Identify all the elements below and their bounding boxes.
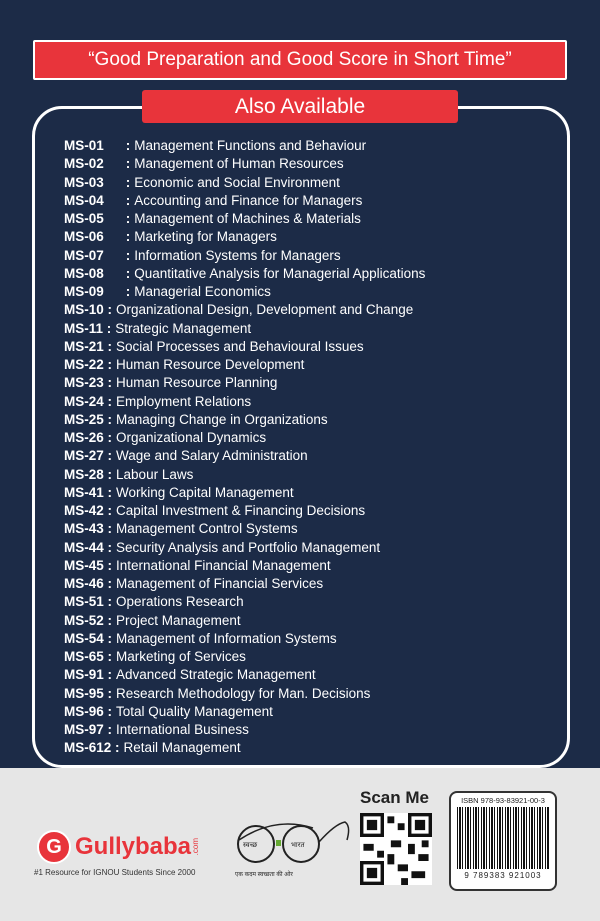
list-item bbox=[64, 466, 425, 484]
course-code: MS-11 bbox=[64, 320, 104, 336]
course-code: MS-41 bbox=[64, 484, 104, 500]
separator: : bbox=[107, 484, 113, 500]
list-item bbox=[64, 666, 425, 684]
list-item bbox=[64, 247, 425, 265]
separator: : bbox=[107, 503, 113, 518]
course-title: Working Capital Management bbox=[116, 484, 294, 500]
list-item bbox=[64, 721, 425, 739]
course-code: MS-02 bbox=[64, 156, 104, 172]
course-title: Project Management bbox=[116, 612, 241, 628]
separator: : bbox=[125, 156, 131, 172]
separator: : bbox=[125, 174, 131, 190]
course-code: MS-612 bbox=[64, 740, 112, 756]
separator: : bbox=[115, 740, 120, 756]
course-title: Research Methodology for Man. Decisions bbox=[116, 685, 371, 701]
list-item bbox=[64, 739, 425, 757]
course-title: International Financial Management bbox=[116, 557, 331, 573]
list-item bbox=[64, 484, 425, 502]
course-code: MS-07 bbox=[64, 247, 104, 263]
course-title: Management Functions and Behaviour bbox=[134, 138, 367, 153]
course-code: MS-52 bbox=[64, 612, 104, 628]
course-code: MS-01 bbox=[64, 138, 104, 153]
course-title: Strategic Management bbox=[115, 320, 252, 336]
course-code: MS-27 bbox=[64, 448, 104, 464]
separator: : bbox=[107, 722, 113, 737]
isbn-barcode bbox=[449, 791, 557, 891]
list-item bbox=[64, 575, 425, 593]
course-title: Retail Management bbox=[123, 740, 241, 756]
separator: : bbox=[107, 430, 113, 445]
list-item bbox=[64, 557, 425, 575]
brand-suffix: .com bbox=[191, 838, 201, 856]
list-item bbox=[64, 539, 425, 557]
course-title: Marketing for Managers bbox=[134, 229, 277, 245]
swachh-left-word: स्वच्छ bbox=[243, 842, 258, 849]
barcode-icon bbox=[457, 807, 549, 869]
course-title: Management of Information Systems bbox=[116, 630, 337, 646]
course-code: MS-65 bbox=[64, 649, 104, 664]
course-title: Total Quality Management bbox=[116, 703, 273, 719]
list-item bbox=[64, 283, 425, 301]
course-title: Human Resource Development bbox=[116, 357, 305, 372]
separator: : bbox=[107, 557, 113, 573]
course-code: MS-24 bbox=[64, 393, 104, 409]
separator: : bbox=[125, 211, 131, 226]
footer bbox=[0, 768, 600, 921]
separator: : bbox=[125, 247, 131, 263]
list-item bbox=[64, 630, 425, 648]
tagline: #1 Resource for IGNOU Students Since 2000 bbox=[34, 868, 196, 877]
course-title: Management Control Systems bbox=[116, 521, 298, 537]
course-title: Marketing of Services bbox=[116, 649, 246, 664]
course-code: MS-21 bbox=[64, 338, 104, 354]
list-item bbox=[64, 155, 425, 173]
separator: : bbox=[107, 411, 113, 427]
course-code: MS-95 bbox=[64, 685, 104, 701]
course-code: MS-05 bbox=[64, 211, 104, 226]
separator: : bbox=[107, 357, 113, 372]
course-code: MS-54 bbox=[64, 630, 104, 646]
course-code: MS-10 bbox=[64, 302, 104, 318]
course-code: MS-06 bbox=[64, 229, 104, 245]
course-title: Wage and Salary Administration bbox=[116, 448, 308, 464]
separator: : bbox=[107, 703, 113, 719]
isbn-label: ISBN 978-93-83921-00-3 bbox=[461, 796, 545, 805]
course-code: MS-09 bbox=[64, 284, 104, 299]
list-item bbox=[64, 192, 425, 210]
slogan-banner: “Good Preparation and Good Score in Short Time” bbox=[33, 40, 567, 80]
separator: : bbox=[125, 229, 131, 245]
list-item bbox=[64, 374, 425, 392]
course-code: MS-44 bbox=[64, 539, 104, 555]
swachh-caption: एक कदम स्वच्छता की ओर bbox=[235, 872, 293, 878]
course-code: MS-42 bbox=[64, 503, 104, 518]
list-item bbox=[64, 174, 425, 192]
brand-name: Gullybaba bbox=[75, 833, 192, 860]
separator: : bbox=[106, 320, 112, 336]
list-item bbox=[64, 429, 425, 447]
course-code: MS-25 bbox=[64, 411, 104, 427]
also-available-heading: Also Available bbox=[142, 90, 458, 123]
list-item bbox=[64, 685, 425, 703]
course-title: Quantitative Analysis for Managerial Applications bbox=[134, 265, 426, 281]
list-item bbox=[64, 703, 425, 721]
separator: : bbox=[107, 521, 113, 537]
course-code: MS-26 bbox=[64, 430, 104, 445]
separator: : bbox=[107, 539, 113, 555]
list-item bbox=[64, 356, 425, 374]
separator: : bbox=[107, 649, 113, 664]
course-title: Employment Relations bbox=[116, 393, 252, 409]
list-item bbox=[64, 228, 425, 246]
course-code: MS-45 bbox=[64, 557, 104, 573]
course-code: MS-08 bbox=[64, 265, 104, 281]
course-code: MS-03 bbox=[64, 174, 104, 190]
separator: : bbox=[107, 576, 113, 591]
swachh-right-word: भारत bbox=[291, 842, 305, 849]
course-code: MS-43 bbox=[64, 521, 104, 537]
separator: : bbox=[107, 630, 113, 646]
course-list bbox=[64, 137, 425, 758]
separator: : bbox=[107, 338, 113, 354]
list-item bbox=[64, 320, 425, 338]
course-code: MS-51 bbox=[64, 594, 104, 610]
qr-code[interactable] bbox=[360, 813, 432, 885]
course-title: Information Systems for Managers bbox=[134, 247, 341, 263]
course-code: MS-23 bbox=[64, 375, 104, 391]
isbn-digits: 9 789383 921003 bbox=[451, 871, 555, 880]
separator: : bbox=[107, 448, 113, 464]
course-code: MS-22 bbox=[64, 357, 104, 372]
course-title: Social Processes and Behavioural Issues bbox=[116, 338, 364, 354]
course-title: International Business bbox=[116, 722, 249, 737]
course-title: Operations Research bbox=[116, 594, 244, 610]
list-item bbox=[64, 393, 425, 411]
course-code: MS-04 bbox=[64, 192, 104, 208]
list-item bbox=[64, 411, 425, 429]
course-title: Advanced Strategic Management bbox=[116, 667, 316, 683]
logo-g-icon: G bbox=[37, 830, 71, 864]
list-item bbox=[64, 593, 425, 611]
course-title: Organizational Design, Development and Change bbox=[116, 302, 414, 318]
course-title: Managerial Economics bbox=[134, 284, 271, 299]
list-item bbox=[64, 301, 425, 319]
course-code: MS-46 bbox=[64, 576, 104, 591]
gullybaba-logo bbox=[37, 830, 200, 864]
separator: : bbox=[107, 667, 113, 683]
list-item bbox=[64, 447, 425, 465]
separator: : bbox=[125, 284, 131, 299]
scan-me-label: Scan Me bbox=[360, 788, 429, 807]
course-title: Human Resource Planning bbox=[116, 375, 278, 391]
separator: : bbox=[107, 466, 113, 482]
list-item bbox=[64, 520, 425, 538]
course-code: MS-97 bbox=[64, 722, 104, 737]
separator: : bbox=[125, 265, 131, 281]
course-title: Labour Laws bbox=[116, 466, 194, 482]
separator: : bbox=[107, 594, 113, 610]
course-code: MS-28 bbox=[64, 466, 104, 482]
course-title: Economic and Social Environment bbox=[134, 174, 340, 190]
list-item bbox=[64, 502, 425, 520]
course-code: MS-91 bbox=[64, 667, 104, 683]
separator: : bbox=[107, 302, 113, 318]
course-title: Management of Human Resources bbox=[134, 156, 344, 172]
list-item bbox=[64, 648, 425, 666]
course-title: Management of Financial Services bbox=[116, 576, 324, 591]
course-title: Managing Change in Organizations bbox=[116, 411, 328, 427]
separator: : bbox=[125, 192, 131, 208]
list-item bbox=[64, 612, 425, 630]
separator: : bbox=[125, 138, 131, 153]
separator: : bbox=[107, 393, 113, 409]
course-title: Security Analysis and Portfolio Management bbox=[116, 539, 381, 555]
list-item bbox=[64, 265, 425, 283]
course-title: Organizational Dynamics bbox=[116, 430, 267, 445]
list-item bbox=[64, 210, 425, 228]
course-title: Capital Investment & Financing Decisions bbox=[116, 503, 366, 518]
course-code: MS-96 bbox=[64, 703, 104, 719]
list-item bbox=[64, 338, 425, 356]
list-item bbox=[64, 137, 425, 155]
separator: : bbox=[107, 685, 113, 701]
swachh-bharat-logo bbox=[235, 818, 350, 888]
course-title: Accounting and Finance for Managers bbox=[134, 192, 363, 208]
separator: : bbox=[107, 375, 113, 391]
course-title: Management of Machines & Materials bbox=[134, 211, 361, 226]
separator: : bbox=[107, 612, 113, 628]
